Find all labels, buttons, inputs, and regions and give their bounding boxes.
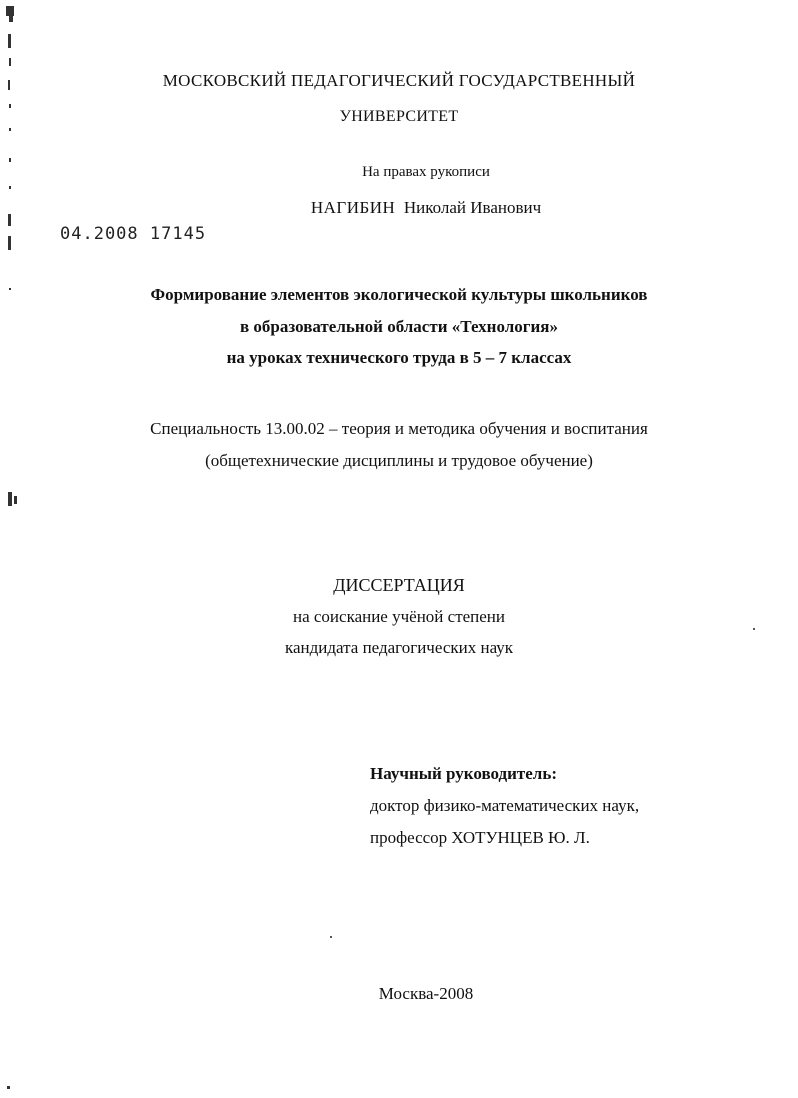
institution-line-2: УНИВЕРСИТЕТ [339, 108, 459, 125]
institution-line-1: МОСКОВСКИЙ ПЕДАГОГИЧЕСКИЙ ГОСУДАРСТВЕННЫЙ [162, 71, 636, 90]
title-line-1: Формирование элементов экологической культуры школьников [150, 285, 648, 304]
scan-speck [8, 214, 11, 226]
author-surname: НАГИБИН [310, 198, 396, 217]
specialty-line-1: Специальность 13.00.02 – теория и методика обучения и воспитания [150, 419, 648, 438]
author-given-names: Николай Иванович [403, 198, 542, 217]
title-line-2: в образовательной области «Технология» [240, 317, 558, 336]
supervisor-degree: доктор физико-математических наук, [370, 796, 640, 815]
scan-speck [9, 158, 11, 162]
scan-speck [9, 186, 11, 189]
specialty-line-2: (общетехнические дисциплины и трудовое обучение) [205, 451, 593, 470]
scan-speck [14, 496, 17, 504]
author-name [27, 198, 798, 218]
scan-speck [9, 16, 13, 22]
document-type-line-2: кандидата педагогических наук [284, 638, 514, 657]
place-year: Москва-2008 [378, 984, 474, 1003]
title-line-3: на уроках технического труда в 5 – 7 классах [226, 348, 572, 367]
scan-speck [9, 58, 11, 66]
scan-speck [8, 236, 11, 250]
supervisor-name: профессор ХОТУНЦЕВ Ю. Л. [370, 828, 590, 847]
document-type-line-1: на соискание учёной степени [292, 607, 506, 626]
registration-stamp: 04.2008 17145 [60, 224, 207, 244]
scan-speck [8, 34, 11, 48]
scan-speck [7, 1086, 10, 1089]
manuscript-note: На правах рукописи [362, 164, 490, 180]
document-type-heading: ДИССЕРТАЦИЯ [333, 575, 465, 595]
supervisor-label: Научный руководитель: [370, 764, 557, 783]
scan-speck [8, 492, 12, 506]
scan-speck [753, 628, 755, 630]
scan-speck [6, 6, 14, 16]
scan-speck [9, 128, 11, 131]
scan-speck [330, 936, 332, 938]
